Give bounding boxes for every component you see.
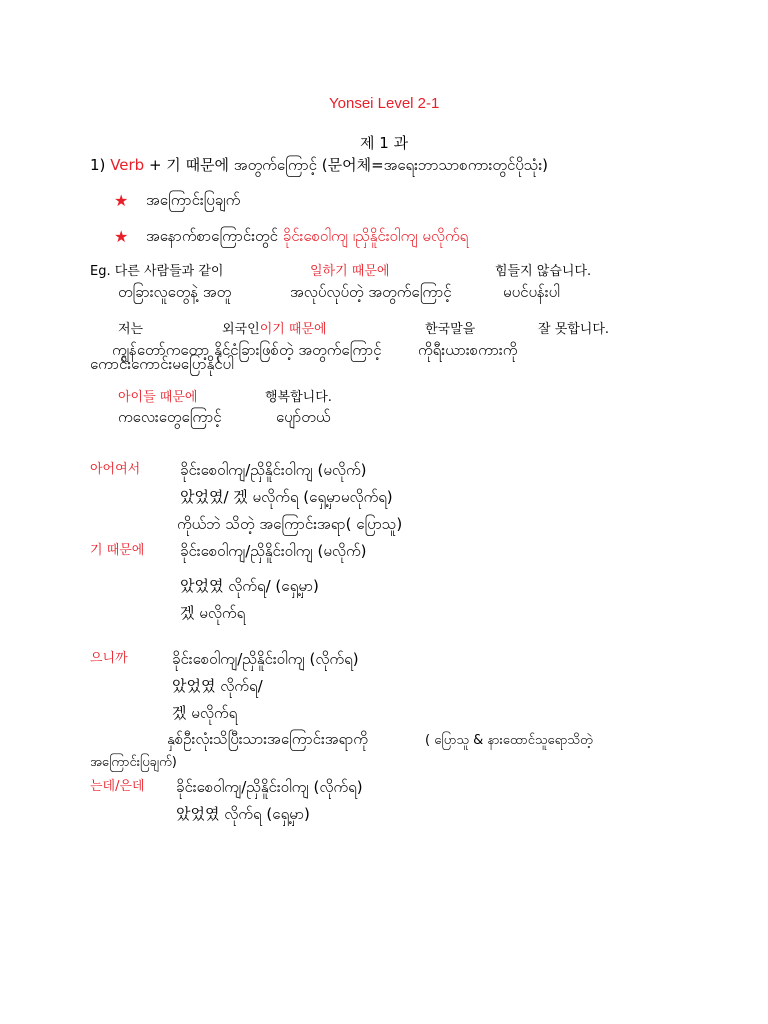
section-1-line-1: ခိုင်းစေဝါကျ/ညှိနိူင်းဝါကျ (မလိုက်) <box>180 461 367 479</box>
example-2-word-4: 잘 못합니다. <box>538 322 610 337</box>
grammar-heading <box>90 155 548 175</box>
example-2-noun: 외국인 <box>222 322 260 337</box>
example-2-red: 이기 때문에 <box>259 322 327 337</box>
example-2-translation-c: ကောင်းကောင်းမပြောနိုင်ပါ <box>90 355 234 373</box>
section-1-line-3: ကိုယ်ဘဲ သိတဲ့ အကြောင်းအရာ( ပြောသူ) <box>177 515 403 533</box>
section-2-line-1: ခိုင်းစေဝါကျ/ညှိနိူင်းဝါကျ (မလိုက်) <box>180 542 367 560</box>
example-2-word-3: 한국말을 <box>425 322 476 337</box>
heading-verb: Verb <box>110 156 145 174</box>
section-3-line-4b: ( ပြောသူ & နားထောင်သူရောသိတဲ့ <box>425 733 593 748</box>
example-2-word-2 <box>222 320 327 340</box>
star-icon: ★ <box>114 227 129 246</box>
example-1-translation-c: မပင်ပန်းပါ <box>503 283 560 301</box>
section-1-label: 아어여서 <box>90 462 141 477</box>
star-icon: ★ <box>114 191 129 210</box>
section-4-label: 는데/은데 <box>90 779 145 794</box>
example-2-word-1: 저는 <box>118 322 144 337</box>
example-3-red: 아이들 때문에 <box>118 390 198 405</box>
lesson-number: 제 1 과 <box>360 134 409 152</box>
example-1-translation-b: အလုပ်လုပ်တဲ့ အတွက်ကြောင့် <box>290 283 452 301</box>
section-4-line-1: ခိုင်းစေဝါကျ/ညှိနိူင်းဝါကျ (လိုက်ရ) <box>176 778 363 796</box>
example-2-translation-b: ကိုရီးယားစကားကို <box>418 341 518 359</box>
section-3-line-3: 겠 မလိုက်ရ <box>172 704 238 722</box>
example-3-word: 행복합니다. <box>265 390 332 405</box>
example-1-red: 일하기 때문에 <box>310 264 390 279</box>
heading-number: 1) <box>90 156 106 174</box>
section-3-line-4a: နှစ်ဦးလုံးသိပြီးသားအကြောင်းအရာကို <box>167 730 368 748</box>
example-1-label: Eg. 다른 사람들과 같이 <box>90 264 224 279</box>
document-title: Yonsei Level 2-1 <box>329 95 440 112</box>
bullet-text: အကြောင်းပြချက် <box>146 191 241 209</box>
bullet-text-plain: အနောက်စာကြောင်းတွင် <box>146 227 278 245</box>
heading-rest: + 기 때문에 အတွက်ကြောင့် (문어체=အရေးဘာသာစကားတွင်ပိုသုံး) <box>144 156 548 174</box>
section-3-line-5: အကြောင်းပြချက်) <box>90 755 177 770</box>
section-3-line-1: ခိုင်းစေဝါကျ/ညှိနိူင်းဝါကျ (လိုက်ရ) <box>172 650 359 668</box>
bullet-text <box>146 226 468 246</box>
bullet-text-red: ခိုင်းစေဝါကျ ၊ညှိနိူင်းဝါကျ မလိုက်ရ <box>282 227 469 245</box>
section-2-label: 기 때문에 <box>90 543 145 558</box>
section-1-line-2: 았었였/ 겠 မလိုက်ရ (ရှေ့မှာမလိုက်ရ) <box>180 488 393 506</box>
example-3-translation-a: ကလေးတွေကြောင့် <box>118 408 222 426</box>
example-2-translation-a: ကျွန်တော်ကတော့ နိုင်ငံခြားဖြစ်တဲ့ အတွက်ကြောင့် <box>112 341 382 359</box>
section-2-line-2: 았었였 လိုက်ရ/ (ရှေ့မှာ) <box>180 577 319 595</box>
example-1-translation-a: တခြားလူတွေနဲ့ အတူ <box>118 283 232 301</box>
section-3-label: 으니까 <box>90 651 128 666</box>
section-2-line-3: 겠 မလိုက်ရ <box>180 604 246 622</box>
section-4-line-2: 았었였 လိုက်ရ (ရှေ့မှာ) <box>176 805 310 823</box>
example-3-translation-b: ပျော်တယ် <box>276 408 331 426</box>
section-3-line-2: 았었였 လိုက်ရ/ <box>172 677 263 695</box>
example-1-end: 힘들지 않습니다. <box>495 264 592 279</box>
